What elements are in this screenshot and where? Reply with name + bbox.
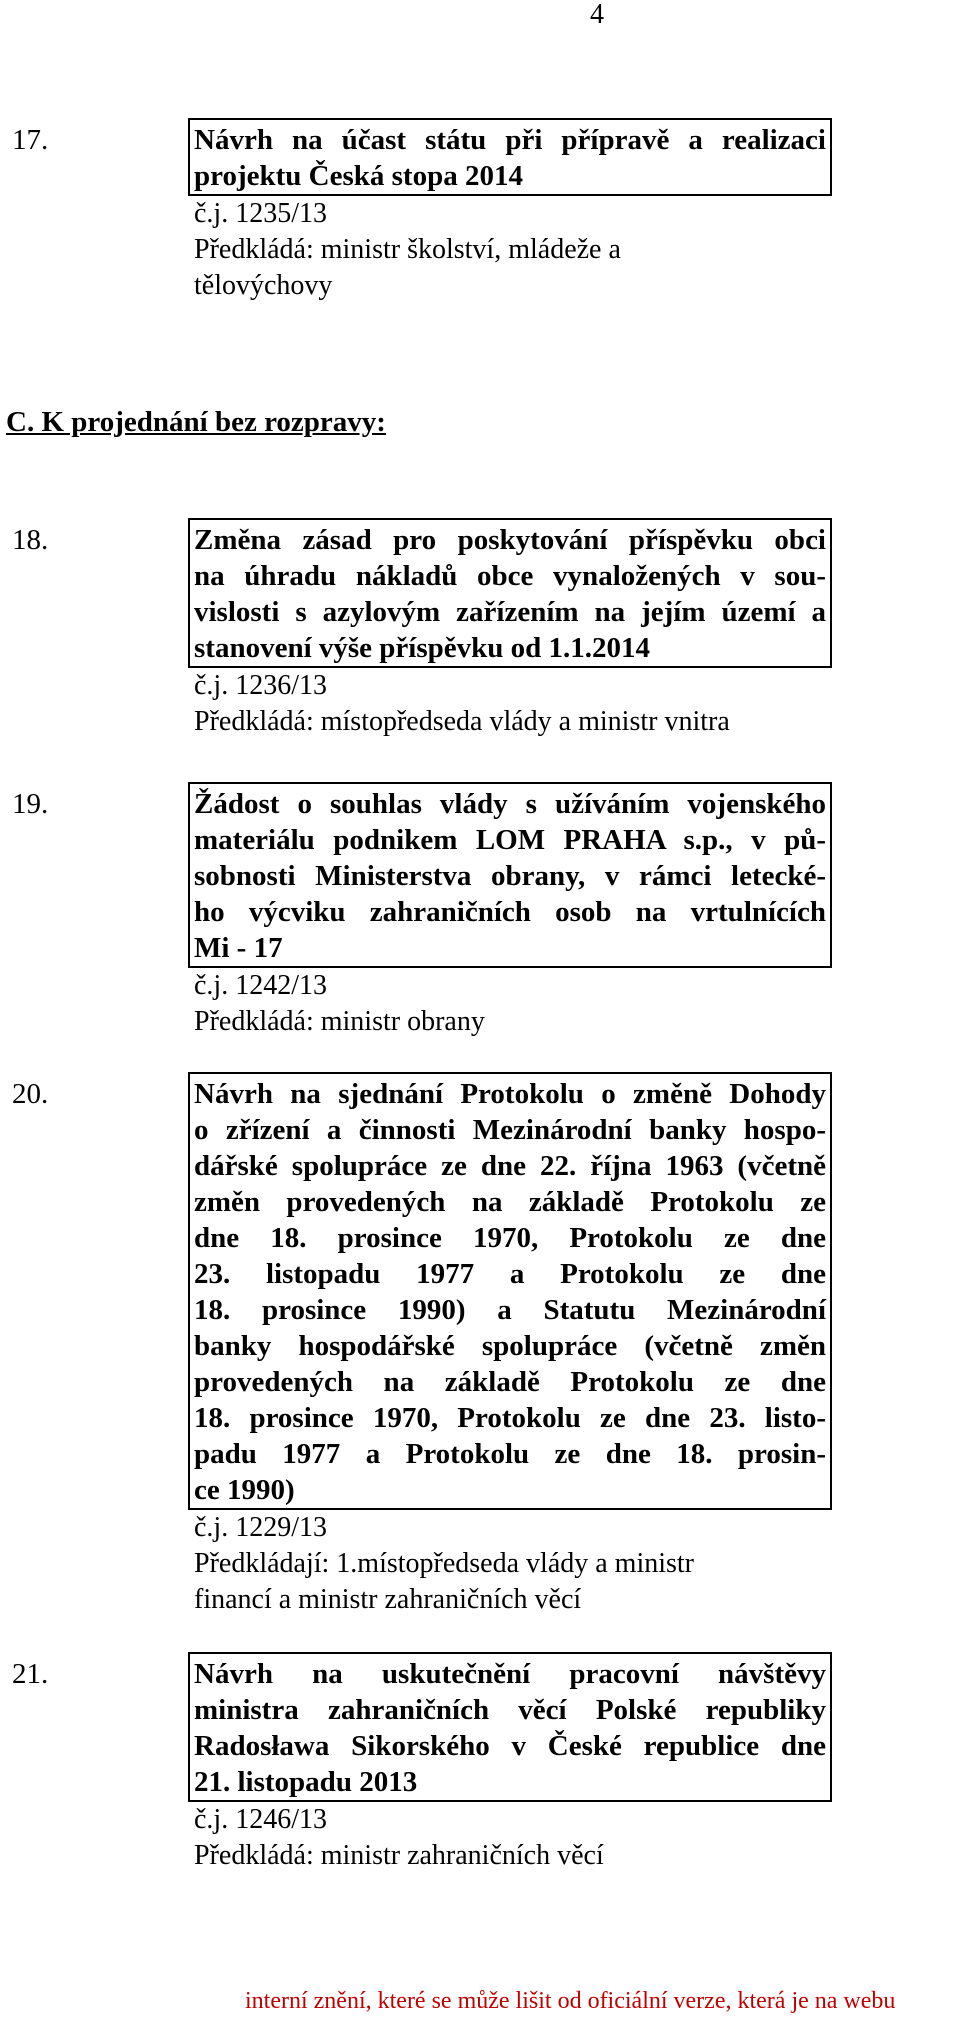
title-line: Návrh na sjednání Protokolu o změně Dohody [194, 1078, 826, 1110]
item-body [194, 782, 834, 1040]
item-presenter: Předkládá: ministr zahraničních věcí [194, 1840, 604, 1871]
item-presenter: Předkládá: místopředseda vlády a ministr vnitra [194, 706, 730, 737]
item-presenter: Předkládá: ministr školství, mládeže a [194, 234, 621, 265]
title-line: materiálu podnikem LOM PRAHA s.p., v pů- [194, 824, 826, 856]
item-number: 21. [12, 1658, 49, 1690]
title-line: ho výcviku zahraničních osob na vrtulnících [194, 896, 826, 928]
item-presenter: Předkládá: ministr obrany [194, 1006, 485, 1037]
title-line: Mi - 17 [194, 932, 283, 964]
title-line: na úhradu nákladů obce vynaložených v sou- [194, 560, 826, 592]
title-line: sobnosti Ministerstva obrany, v rámci letecké- [194, 860, 826, 892]
item-body [194, 118, 834, 304]
item-presenter: financí a ministr zahraničních věcí [194, 1584, 582, 1615]
title-line: Návrh na uskutečnění pracovní návštěvy [194, 1658, 826, 1690]
title-line: Změna zásad pro poskytování příspěvku obci [194, 524, 826, 556]
item-reference: č.j. 1236/13 [194, 670, 327, 701]
item-number: 19. [12, 788, 49, 820]
title-line: provedených na základě Protokolu ze dne [194, 1366, 826, 1398]
title-line: projektu Česká stopa 2014 [194, 160, 523, 192]
title-line: Návrh na účast státu při přípravě a realizaci [194, 124, 826, 156]
title-line: vislosti s azylovým zařízením na jejím území a [194, 596, 826, 628]
item-reference: č.j. 1242/13 [194, 970, 327, 1001]
item-reference: č.j. 1229/13 [194, 1512, 327, 1543]
section-heading: C. K projednání bez rozpravy: [6, 406, 386, 438]
title-line: stanovení výše příspěvku od 1.1.2014 [194, 632, 651, 664]
item-title [188, 1652, 832, 1802]
item-reference: č.j. 1246/13 [194, 1804, 327, 1835]
item-body [194, 518, 834, 740]
title-line: 21. listopadu 2013 [194, 1766, 418, 1798]
item-presenter: Předkládají: 1.místopředseda vlády a ministr [194, 1548, 695, 1579]
title-line: padu 1977 a Protokolu ze dne 18. prosin- [194, 1438, 826, 1470]
item-body [194, 1652, 834, 1874]
title-line: ministra zahraničních věcí Polské republiky [194, 1694, 826, 1726]
item-title [188, 1072, 832, 1510]
item-number: 20. [12, 1078, 49, 1110]
item-title [188, 782, 832, 968]
title-line: Žádost o souhlas vlády s užíváním vojenského [194, 788, 826, 820]
title-line: dne 18. prosince 1970, Protokolu ze dne [194, 1222, 826, 1254]
item-number: 18. [12, 524, 49, 556]
title-line: banky hospodářské spolupráce (včetně změn [194, 1330, 826, 1362]
title-line: dářské spolupráce ze dne 22. října 1963 (včetně [194, 1150, 826, 1182]
item-body [194, 1072, 834, 1618]
title-line: ce 1990) [194, 1474, 295, 1506]
page-number: 4 [590, 0, 604, 30]
item-reference: č.j. 1235/13 [194, 198, 327, 229]
item-title [188, 518, 832, 668]
title-line: 23. listopadu 1977 a Protokolu ze dne [194, 1258, 826, 1290]
footer-note: interní znění, které se může lišit od oficiální verze, která je na webu [245, 1988, 896, 2014]
item-presenter: tělovýchovy [194, 270, 333, 301]
title-line: o zřízení a činnosti Mezinárodní banky hospo- [194, 1114, 826, 1146]
title-line: 18. prosince 1970, Protokolu ze dne 23. listo- [194, 1402, 826, 1434]
item-number: 17. [12, 124, 49, 156]
title-line: Radosława Sikorského v České republice dne [194, 1730, 826, 1762]
title-line: 18. prosince 1990) a Statutu Mezinárodní [194, 1294, 826, 1326]
title-line: změn provedených na základě Protokolu ze [194, 1186, 826, 1218]
item-title [188, 118, 832, 196]
